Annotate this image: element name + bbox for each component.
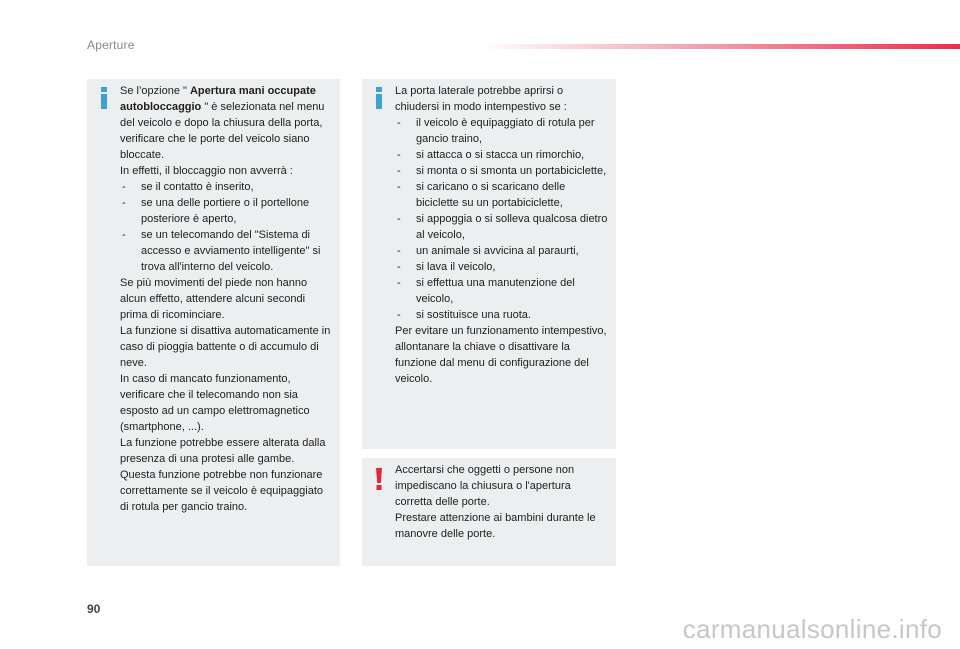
list-item: - si effettua una manutenzione del veicolo, (395, 275, 608, 307)
paragraph: Prestare attenzione ai bambini durante le manovre delle porte. (395, 512, 596, 540)
closing-paragraph: Per evitare un funzionamento intempestivo, allontanare la chiave o disattivare la funzione dal menu di configurazione del veicolo. (395, 325, 607, 385)
intro-paragraph: Se l’opzione " Apertura mani occupate autobloccaggio " è selezionata nel menu del veicolo e dopo la chiusura della porta, verificare che le porte del veicolo siano bloccate. (120, 85, 325, 161)
list-item: - se una delle portiere o il portellone posteriore è aperto, (120, 195, 332, 227)
paragraph: La funzione si disattiva automaticamente in caso di pioggia battente o di accumulo di neve. (120, 325, 331, 369)
warning-note-text (395, 462, 608, 542)
info-note-text (120, 83, 332, 515)
list-item: - si caricano o si scaricano delle biciclette su un portabiciclette, (395, 179, 608, 211)
list-item: - il veicolo è equipaggiato di rotula per gancio traino, (395, 115, 608, 147)
info-note-hands-free (87, 79, 340, 566)
list-item: - se un telecomando del "Sistema di accesso e avviamento intelligente" si trova all'interno del veicolo. (120, 227, 332, 275)
info-note-text (395, 83, 608, 387)
list-item: - si attacca o si stacca un rimorchio, (395, 147, 608, 163)
info-icon (99, 87, 109, 109)
paragraph: Questa funzione potrebbe non funzionare correttamente se il veicolo è equipaggiato di rotula per gancio traino. (120, 469, 324, 513)
info-note-side-door (362, 79, 616, 449)
list-item: - si lava il veicolo, (395, 259, 608, 275)
info-icon (374, 87, 384, 109)
list-item: - si monta o si smonta un portabiciclette, (395, 163, 608, 179)
warning-icon (374, 468, 384, 490)
header-accent-bar (480, 44, 960, 49)
watermark: carmanualsonline.info (682, 614, 942, 644)
paragraph: Accertarsi che oggetti o persone non impediscano la chiusura o l'apertura corretta delle porte. (395, 464, 575, 508)
lead-text: La porta laterale potrebbe aprirsi o chiudersi in modo intempestivo se : (395, 85, 567, 113)
list-item: - si sostituisce una ruota. (395, 307, 608, 323)
condition-list (395, 115, 608, 323)
option-name: Apertura mani occupate autobloccaggio (120, 85, 316, 113)
warning-note (362, 458, 616, 566)
paragraph: Se più movimenti del piede non hanno alcun effetto, attendere alcuni secondi prima di ricominciare. (120, 277, 308, 321)
list-item: - un animale si avvicina al paraurti, (395, 243, 608, 259)
page-number: 90 (87, 602, 101, 616)
paragraph: In caso di mancato funzionamento, verificare che il telecomando non sia esposto ad un campo elettromagnetico (smartphone, ...). (120, 373, 310, 433)
page-title: Aperture (87, 38, 135, 52)
list-item: - si appoggia o si solleva qualcosa dietro al veicolo, (395, 211, 608, 243)
list-item: - se il contatto è inserito, (120, 179, 332, 195)
lead-text: In effetti, il bloccaggio non avverrà : (120, 165, 293, 177)
paragraph: La funzione potrebbe essere alterata dalla presenza di una protesi alle gambe. (120, 437, 326, 465)
condition-list (120, 179, 332, 275)
